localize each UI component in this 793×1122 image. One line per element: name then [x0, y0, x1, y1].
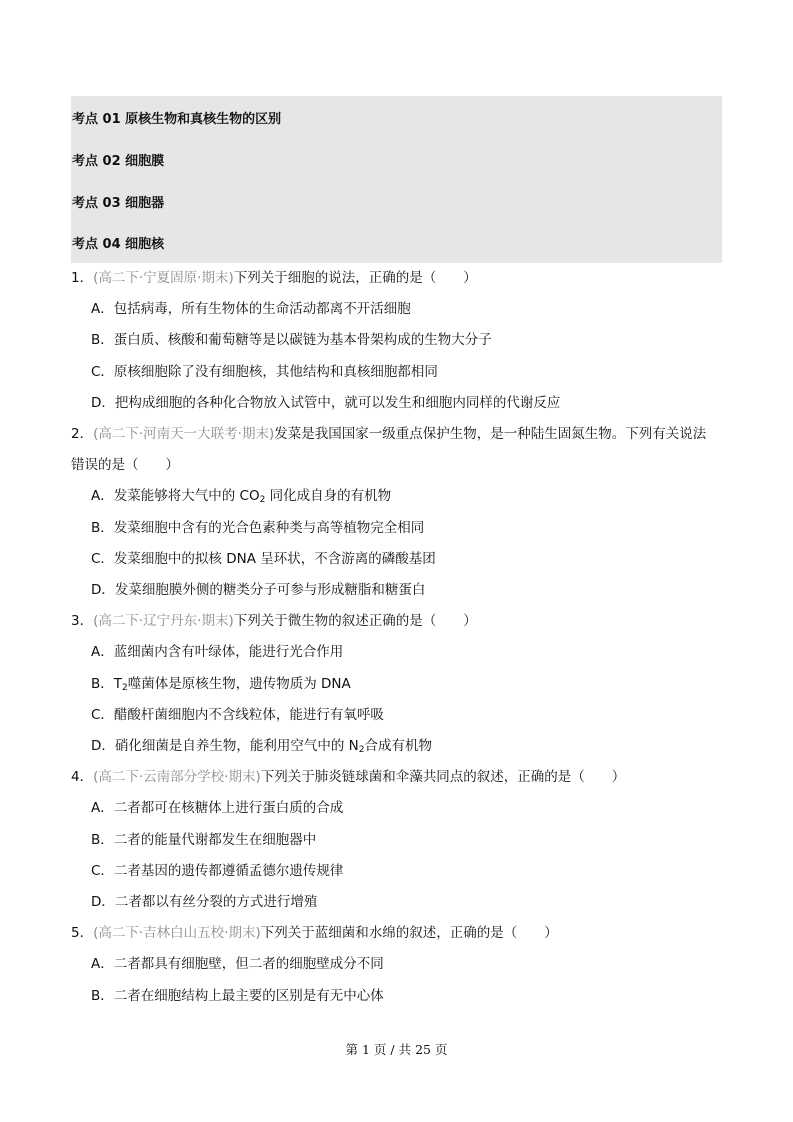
question-text: 下列关于蓝细菌和水绵的叙述，正确的是（ ） [260, 925, 558, 941]
question-2-stem [71, 425, 706, 443]
question-1-stem [71, 269, 477, 287]
kaodian-1: 考点 01 原核生物和真核生物的区别 [72, 112, 282, 127]
question-1-option-c: C．原核细胞除了没有细胞核，其他结构和真核细胞都相同 [91, 364, 438, 380]
question-text: 下列关于细胞的说法，正确的是（ ） [233, 270, 477, 286]
question-number: 4． [71, 769, 94, 785]
question-1-option-a: A．包括病毒，所有生物体的生命活动都离不开活细胞 [91, 301, 411, 317]
question-2-stem-continued: 错误的是（ ） [71, 457, 179, 473]
question-1-option-b: B．蛋白质、核酸和葡萄糖等是以碳链为基本骨架构成的生物大分子 [91, 332, 492, 348]
question-2-option-a: A．发菜能够将大气中的 $CO_2$ 同化成自身的有机物 [91, 488, 392, 505]
question-text: 发菜是我国国家一级重点保护生物，是一种陆生固氮生物。下列有关说法 [274, 426, 707, 442]
question-1-option-d: D．把构成细胞的各种化合物放入试管中，就可以发生和细胞内同样的代谢反应 [91, 395, 561, 411]
question-number: 1． [71, 270, 94, 286]
question-source: (高二下·云南部分学校·期末) [93, 769, 261, 785]
question-source: (高二下·河南天一大联考·期末) [93, 426, 275, 442]
question-4-stem [71, 768, 625, 786]
question-source: (高二下·吉林白山五校·期末) [93, 925, 261, 941]
question-text: 下列关于肺炎链球菌和伞藻共同点的叙述，正确的是（ ） [260, 769, 626, 785]
question-4-option-a: A．二者都可在核糖体上进行蛋白质的合成 [91, 800, 344, 816]
question-2-option-b: B．发菜细胞中含有的光合色素种类与高等植物完全相同 [91, 520, 425, 536]
question-number: 3． [71, 613, 94, 629]
kaodian-2: 考点 02 细胞膜 [72, 154, 165, 169]
question-source: (高二下·宁夏固原·期末) [93, 270, 234, 286]
question-2-option-d: D．发菜细胞膜外侧的糖类分子可参与形成糖脂和糖蛋白 [91, 582, 426, 598]
question-4-option-b: B．二者的能量代谢都发生在细胞器中 [91, 832, 317, 848]
question-3-stem [71, 612, 477, 630]
question-3-option-a: A．蓝细菌内含有叶绿体，能进行光合作用 [91, 644, 344, 660]
question-5-option-a: A．二者都具有细胞壁，但二者的细胞壁成分不同 [91, 956, 384, 972]
question-number: 5． [71, 925, 94, 941]
question-2-option-c: C．发菜细胞中的拟核 DNA 呈环状，不含游离的磷酸基团 [91, 551, 436, 567]
page-footer: 第 1 页 / 共 25 页 [345, 1042, 448, 1057]
question-5-stem [71, 924, 558, 942]
kaodian-3: 考点 03 细胞器 [72, 196, 165, 211]
question-3-option-d: D．硝化细菌是自养生物，能利用空气中的 $N_2$合成有机物 [91, 738, 433, 755]
question-text: 下列关于微生物的叙述正确的是（ ） [233, 613, 477, 629]
question-3-option-b: B．$T_2$噬菌体是原核生物，遗传物质为 DNA [91, 676, 351, 693]
question-4-option-d: D．二者都以有丝分裂的方式进行增殖 [91, 894, 318, 910]
question-5-option-b: B．二者在细胞结构上最主要的区别是有无中心体 [91, 988, 384, 1004]
question-4-option-c: C．二者基因的遗传都遵循孟德尔遗传规律 [91, 863, 344, 879]
kaodian-4: 考点 04 细胞核 [72, 237, 165, 252]
question-3-option-c: C．醋酸杆菌细胞内不含线粒体，能进行有氧呼吸 [91, 707, 384, 723]
question-source: (高二下·辽宁丹东·期末) [93, 613, 234, 629]
question-number: 2． [71, 426, 94, 442]
